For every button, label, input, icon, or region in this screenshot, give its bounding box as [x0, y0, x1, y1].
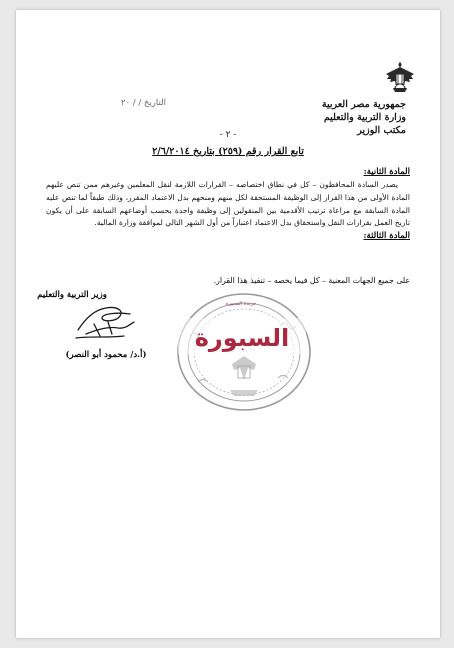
minister-title: وزير التربية والتعليم [37, 290, 107, 300]
article2-text: يصدر السادة المحافظون – كل في نطاق اختصاصه – القرارات اللازمة لنقل المعلمين وغيرهم ممن تنص عليهم المادة الأولى من هذا القرار إلى الوظيفة المستحقة لكل منهم ومنحهم بدل الاعتماد المقرر، وذلك طبقاً لما تنص عليه المادة السابقة مع مراعاة ترتيب الأقدمية بين المنقولين إلى وظيفة واحدة بحسب أوضاعهم السابقة على أن يكون تاريخ العمل بقرارات النقل واستحقاق بدل الاعتماد اعتباراً من أول الشهر التالي لموافقة وزارة المالية. [46, 180, 410, 228]
document-page [16, 10, 440, 638]
assabora-watermark-logo [176, 316, 308, 356]
article3-heading: المادة الثالثة: [363, 231, 410, 242]
header-ministry: وزارة التربية والتعليم [323, 112, 406, 123]
header-country: جمهورية مصر العربية [321, 99, 406, 110]
header-office: مكتب الوزير [357, 125, 406, 136]
minister-name: (أ.د/ محمود أبو النصر) [65, 350, 147, 360]
page-number: - ٢ - [219, 130, 237, 140]
date-line: التاريخ / / ٢٠ [120, 98, 166, 108]
watermark-caption: جريدة السبورة [225, 301, 257, 307]
decree-title: تابع القرار رقم (٢٥٩) بتاريخ ٢/٦/٢٠١٤ [152, 146, 304, 157]
svg-text:السبورة: السبورة [194, 324, 290, 352]
document-body [46, 166, 410, 243]
article2-heading: المادة الثانية: [363, 167, 410, 177]
minister-signature [72, 300, 142, 342]
article3-text: على جميع الجهات المعنية – كل فيما يخصه – تنفيذ هذا القرار. [213, 276, 410, 285]
egypt-eagle-emblem-icon [383, 60, 417, 96]
